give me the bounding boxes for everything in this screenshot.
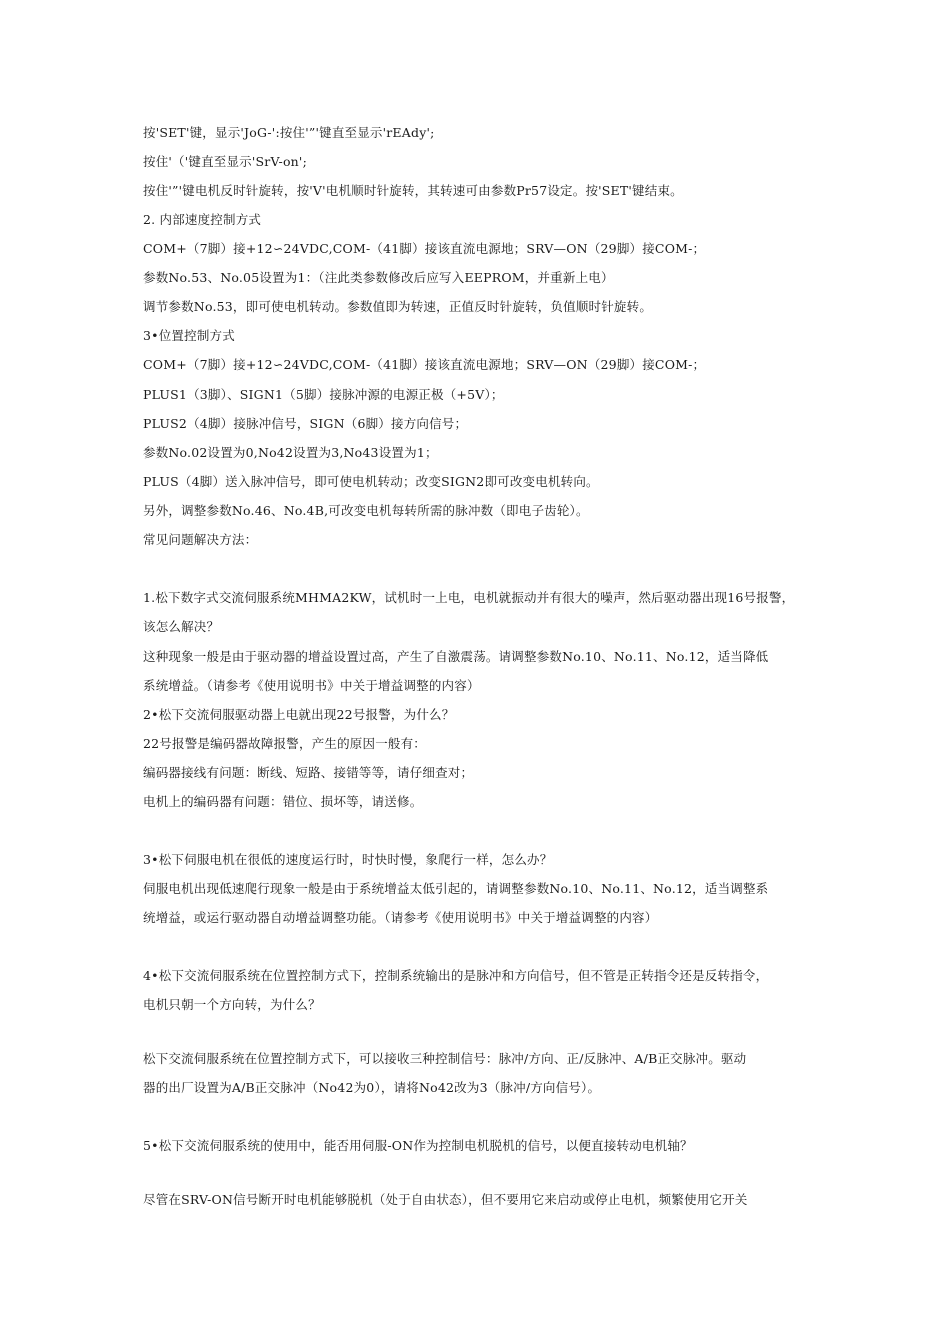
question-line: 3•松下伺服电机在很低的速度运行时，时快时慢，象爬行一样，怎么办？ — [143, 852, 553, 867]
text-line: PLUS1（3脚）、SIGN1（5脚）接脉冲源的电源正极（+5V）； — [143, 387, 504, 402]
question-line: 1.松下数字式交流伺服系统MHMA2KW，试机时一上电，电机就振动并有很大的噪声，然后驱动器出现16号报警， — [143, 590, 795, 605]
answer-line: 22号报警是编码器故障报警，产生的原因一般有： — [143, 736, 427, 751]
answer-line: 尽管在SRV-ON信号断开时电机能够脱机（处于自由状态），但不要用它来启动或停止电机，频繁使用它开关 — [143, 1192, 748, 1207]
text-line: 按'SET'键，显示'JoG-':按住'”'键直至显示'rEAdy'; — [143, 125, 435, 140]
section-heading: 常见问题解决方法： — [143, 532, 258, 547]
text-line: 按住'（'键直至显示'SrV-on'; — [143, 154, 307, 169]
question-line: 该怎么解决？ — [143, 619, 220, 634]
text-line: 参数No.53、No.05设置为1：（注此类参数修改后应写入EEPROM，并重新上电） — [143, 270, 614, 285]
answer-line: 统增益，或运行驱动器自动增益调整功能。（请参考《使用说明书》中关于增益调整的内容） — [143, 910, 658, 925]
section-heading: 3•位置控制方式 — [143, 328, 235, 343]
text-line: 参数No.02设置为0,No42设置为3,No43设置为1； — [143, 445, 438, 460]
text-line: 按住'”'键电机反时针旋转，按'V'电机顺时针旋转，其转速可由参数Pr57设定。按'SET'键结束。 — [143, 183, 683, 198]
text-line: COM+（7脚）接+12∽24VDC,COM-（41脚）接该直流电源地；SRV—ON（29脚）接COM-； — [143, 241, 706, 256]
question-line: 4•松下交流伺服系统在位置控制方式下，控制系统输出的是脉冲和方向信号，但不管是正转指令还是反转指令， — [143, 968, 769, 983]
question-line: 5•松下交流伺服系统的使用中，能否用伺服-ON作为控制电机脱机的信号，以便直接转动电机轴？ — [143, 1138, 693, 1153]
question-line: 2•松下交流伺服驱动器上电就出现22号报警，为什么？ — [143, 707, 455, 722]
text-line: COM+（7脚）接+12∽24VDC,COM-（41脚）接该直流电源地；SRV—ON（29脚）接COM-； — [143, 357, 706, 372]
answer-line: 编码器接线有问题：断线、短路、接错等等，请仔细查对； — [143, 765, 474, 780]
answer-line: 电机上的编码器有问题：错位、损坏等，请送修。 — [143, 794, 423, 809]
answer-line: 这种现象一般是由于驱动器的增益设置过高，产生了自激震荡。请调整参数No.10、No.11、No.12，适当降低 — [143, 649, 769, 664]
text-line: 调节参数No.53，即可使电机转动。参数值即为转速，正值反时针旋转，负值顺时针旋转。 — [143, 299, 653, 314]
text-line: PLUS（4脚）送入脉冲信号，即可使电机转动；改变SIGN2即可改变电机转向。 — [143, 474, 599, 489]
text-line: PLUS2（4脚）接脉冲信号，SIGN（6脚）接方向信号； — [143, 416, 468, 431]
answer-line: 伺服电机出现低速爬行现象一般是由于系统增益太低引起的，请调整参数No.10、No.11、No.12，适当调整系 — [143, 881, 769, 896]
answer-line: 器的出厂设置为A/B正交脉冲（No42为0），请将No42改为3（脉冲/方向信号）。 — [143, 1080, 601, 1095]
answer-line: 松下交流伺服系统在位置控制方式下，可以接收三种控制信号：脉冲/方向、正/反脉冲、A/B正交脉冲。驱动 — [143, 1051, 747, 1066]
question-line: 电机只朝一个方向转，为什么？ — [143, 997, 321, 1012]
answer-line: 系统增益。（请参考《使用说明书》中关于增益调整的内容） — [143, 678, 480, 693]
section-heading: 2. 内部速度控制方式 — [143, 212, 262, 227]
text-line: 另外，调整参数No.46、No.4B,可改变电机每转所需的脉冲数（即电子齿轮）。 — [143, 503, 589, 518]
